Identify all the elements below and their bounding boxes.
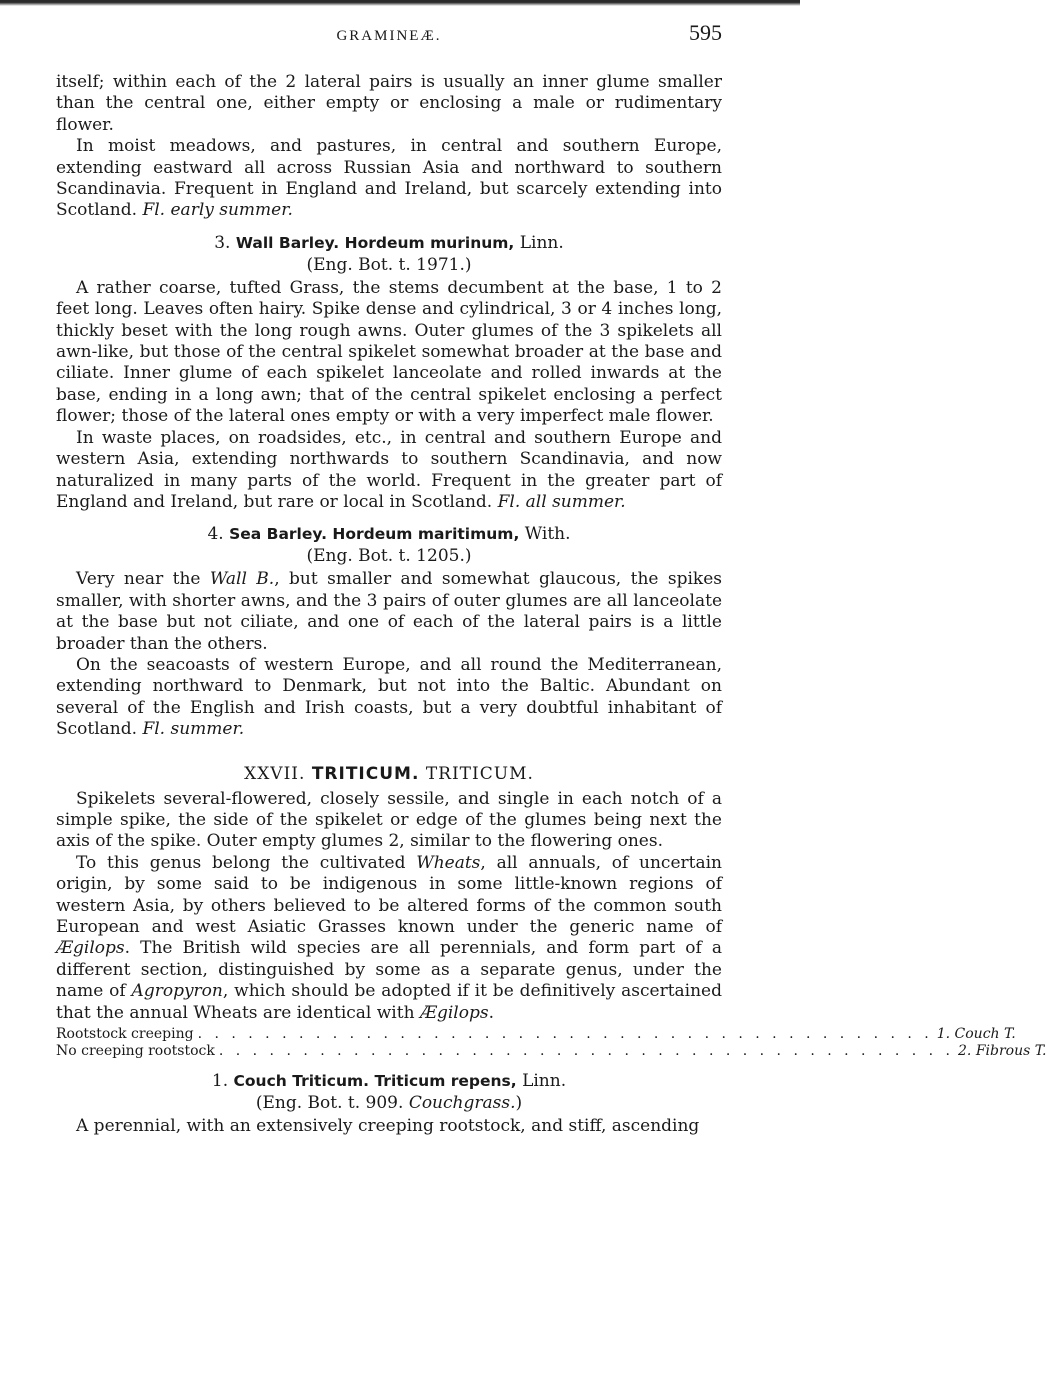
species-reference: (Eng. Bot. t. 1205.) [306, 546, 472, 567]
wall-barley-description: A rather coarse, tufted Grass, the stems decumbent at the base, 1 to 2 feet long. Leaves often hairy. Spike dense and cylindrical, 3 or 4 inches long, thickly beset with the long rough awns. Outer glumes of the 3 spikelets all awn-like, but those of the central spikelet somewhat broader at the base and ciliate. Inner glume of each spikelet lanceolate and rolled inwards at the base, ending in a long awn; that of the central spikelet enclosing a perfect flower; those of the lateral ones empty or with a very imperfect male flower. [56, 277, 722, 427]
italic-run: Agropyron [131, 981, 223, 1002]
species-heading-couch-triticum [56, 1070, 722, 1092]
species-latin-name: Hordeum maritimum, [332, 525, 520, 544]
sea-barley-description [56, 569, 722, 655]
text-run: , which should be adopted if it be definitively ascertained that the annual Wheats are identical with [56, 981, 722, 1023]
key-label: Rootstock creeping [56, 1026, 194, 1043]
species-reference [56, 1092, 722, 1114]
couch-triticum-description: A perennial, with an extensively creeping rootstock, and stiff, ascending [76, 1116, 700, 1137]
species-reference: (Eng. Bot. t. 1971.) [306, 254, 472, 275]
text-run: ) [515, 1093, 523, 1114]
running-head [56, 12, 722, 72]
sea-barley-habitat [56, 655, 722, 741]
italic-run: Ægilops [56, 938, 125, 959]
species-author: With. [519, 524, 571, 545]
species-number: 3. [214, 232, 231, 253]
text-run: Very near the [76, 569, 210, 590]
text-run: , but smaller and somewhat glaucous, the spikes smaller, with shorter awns, and the 3 pairs of outer glumes are all lanceolate at the base but not ciliate, and one of each of the lateral pairs is a little broader than the others. [56, 569, 722, 654]
species-number: 1. [211, 1071, 229, 1092]
species-common-name: Sea Barley. [229, 525, 327, 544]
species-heading-sea-barley [56, 523, 722, 545]
text-run: On the seacoasts of western Europe, and all round the Mediterranean, extending northward to Denmark, but not into the Baltic. Abundant on several of the English and Irish coasts, but a very doubtful inhabitant of Scotland. [56, 654, 722, 740]
species-heading-wall-barley [56, 232, 722, 254]
italic-run: Wall B. [209, 569, 275, 590]
intro-paragraph-1: itself; within each of the 2 lateral pairs is usually an inner glume smaller than the central one, either empty or enclosing a male or rudimentary flower. [56, 72, 722, 135]
text-run: To this genus belong the cultivated [76, 852, 417, 873]
text-run: . The British wild species are all perennials, and form part of a different section, distinguished by some as a separate genus, under the name of [56, 938, 722, 1002]
species-common-name: Couch Triticum. [233, 1072, 370, 1091]
species-author: Linn. [514, 232, 564, 253]
page-top-edge [0, 0, 800, 6]
page-number: 595 [689, 20, 722, 45]
species-common-name: Wall Barley. [235, 233, 340, 252]
genus-name-bold: TRITICUM. [311, 763, 420, 784]
book-page [56, 12, 1046, 1137]
italic-run: Ægilops [419, 1002, 489, 1023]
wall-barley-flowering-time: Fl. all summer. [497, 491, 626, 512]
genus-name-caps: TRITICUM. [425, 763, 534, 784]
text-run: . [488, 1002, 494, 1023]
intro-flowering-time: Fl. early summer. [142, 200, 293, 221]
key-leader-dots: . . . . . . . . . . . . . . . . . . . . . . . . . . . . . . . . . . . . . . . . . . . . [197, 1026, 933, 1043]
genus-description: Spikelets several-flowered, closely sessile, and single in each notch of a simple spike, the side of the spikelet or edge of the glumes being next the axis of the spike. Outer empty glumes 2, similar to the flowering ones. [56, 788, 722, 852]
intro-habitat-text: In moist meadows, and pastures, in central and southern Europe, extending eastward all across Russian Asia and northward to southern Scandinavia. Frequent in England and Ireland, but scarcely extending into Scotland. [56, 136, 722, 221]
genus-notes [56, 853, 722, 1024]
genus-number: XXVII. [244, 763, 306, 784]
species-key [56, 1026, 1046, 1060]
italic-run: Wheats [416, 852, 481, 873]
sea-barley-flowering-time: Fl. summer. [142, 719, 245, 740]
wall-barley-habitat [56, 428, 722, 514]
text-run: (Eng. Bot. t. 909. [255, 1093, 409, 1114]
genus-heading-triticum [56, 763, 722, 785]
intro-paragraph-2 [56, 136, 722, 222]
key-result: 1. Couch T. [936, 1026, 1016, 1043]
wall-barley-habitat-text: In waste places, on roadsides, etc., in central and southern Europe and western Asia, extending northwards to southern Scandinavia, and now naturalized in many parts of the world. Frequent in the greater part of England and Ireland, but rare or local in Scotland. [56, 427, 722, 512]
key-row [56, 1026, 1016, 1043]
species-latin-name: Triticum repens, [374, 1072, 517, 1091]
key-leader-dots: . . . . . . . . . . . . . . . . . . . . . . . . . . . . . . . . . . . . . . . . . . . . [218, 1043, 955, 1060]
text-run: , all annuals, of uncertain origin, by some said to be indigenous in some little-known regions of western Asia, by others believed to be altered forms of the common south European and west Asiatic Grasses known under the generic name of [56, 852, 722, 937]
italic-run: Couchgrass. [408, 1093, 516, 1114]
key-label: No creeping rootstock [56, 1043, 215, 1060]
key-row [56, 1043, 1046, 1060]
key-result: 2. Fibrous T. [958, 1043, 1046, 1060]
running-title: GRAMINEÆ. [336, 28, 442, 44]
species-author: Linn. [516, 1071, 567, 1092]
species-latin-name: Hordeum murinum, [344, 233, 515, 252]
species-number: 4. [207, 524, 224, 545]
